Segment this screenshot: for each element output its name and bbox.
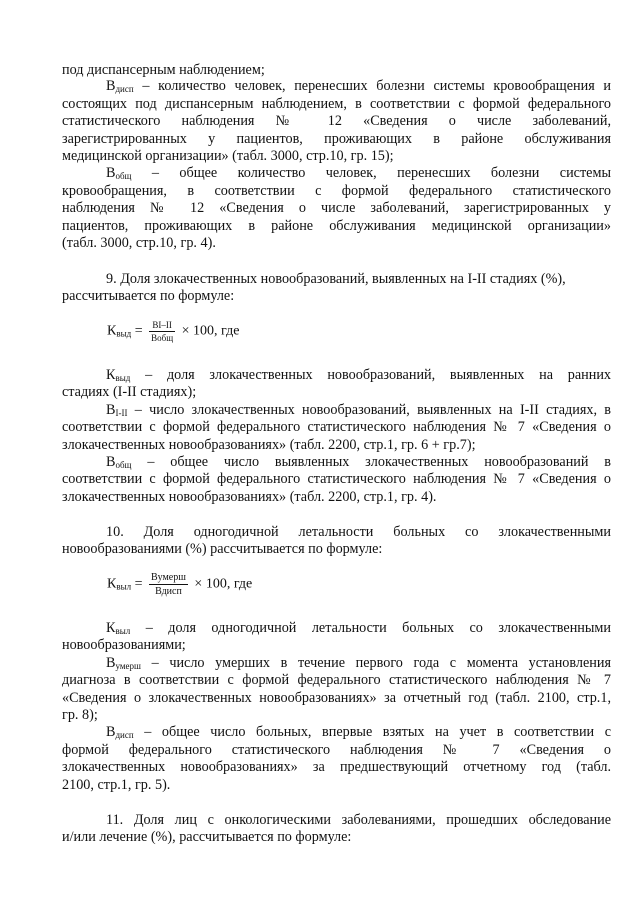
definition-line: $В_{общ}$ – общее число выявленных злокачественных новообразований в	[106, 454, 611, 470]
text-line: гр. 8);	[62, 707, 98, 723]
definition-line: $В_{умерш}$ – число умерших в течение первого года с момента установления	[106, 655, 612, 671]
definition-line: $В_{дисп}$ – общее число больных, впервые взятых на учет в соответствии с	[106, 724, 611, 740]
text-line: (табл. 3000, стр.10, гр. 4).	[62, 235, 216, 251]
section-heading: 10. Доля одногодичной летальности больных со злокачественными	[106, 524, 611, 540]
definition-line: $В_{I-II}$ – число злокачественных новообразований, выявленных на I-II стадиях, в	[106, 402, 611, 418]
definition-line: $К_{выл}$ – доля одногодичной летальности больных со злокачественными	[106, 620, 611, 636]
text-line: рассчитывается по формуле:	[62, 288, 235, 304]
formula-early-detection: $К_{выд}$ = $\frac{BI-II}{\text{Вобщ}}$ × 100, где	[107, 320, 240, 343]
text-line: пациентов, проживающих в районе обслуживания медицинской организации»	[62, 218, 611, 234]
text-line: статистического наблюдения № 12 «Сведения о числе заболеваний,	[62, 113, 611, 129]
text-line: соответствии с формой федерального статистического наблюдения № 7 «Сведения о	[62, 471, 611, 487]
text-line: «Сведения о злокачественных новообразованиях» за отчетный год (табл. 2100, стр.1,	[62, 690, 611, 706]
text-line: зарегистрированных у пациентов, проживающих в районе обслуживания	[62, 131, 611, 147]
text-line: злокачественных новообразованиях» (табл. 2200, стр.1, гр. 4).	[62, 489, 437, 505]
text-line: соответствии с формой федерального статистического наблюдения № 7 «Сведения о	[62, 419, 611, 435]
text-line: злокачественных новообразованиях» (табл. 2200, стр.1, гр. 6 + гр.7);	[62, 437, 476, 453]
definition-line: $В_{дисп}$ – количество человек, перенесших болезни системы кровообращения и	[106, 78, 611, 94]
text-line: наблюдения № 12 «Сведения о числе заболеваний, зарегистрированных у	[62, 200, 611, 216]
text-line: новообразованиями;	[62, 637, 186, 653]
fraction: $\frac{BI-II}{\text{Вобщ}}$	[151, 320, 174, 343]
text-line: стадиях (I-II стадиях);	[62, 384, 197, 400]
text-line: и/или лечение (%), рассчитывается по формуле:	[62, 829, 352, 845]
formula-mortality: $К_{выл}$ = $\frac{\text{Вумерш}}{\text{Вдисп}}$ × 100, где	[107, 572, 253, 597]
text-line: состоящих под диспансерным наблюдением, в соответствии с формой федерального	[62, 96, 611, 112]
text-line: 2100, стр.1, гр. 5).	[62, 777, 171, 793]
text-line: формой федерального статистического наблюдения № 7 «Сведения о	[62, 742, 611, 758]
text-line: диагноза в соответствии с формой федерального статистического наблюдения № 7	[62, 672, 611, 688]
text-line: медицинской организации» (табл. 3000, стр.10, гр. 15);	[62, 148, 394, 164]
definition-line: $В_{общ}$ – общее количество человек, перенесших болезни системы	[106, 165, 611, 181]
text-line: под диспансерным наблюдением;	[62, 62, 265, 78]
text-line: кровообращения, в соответствии с формой федерального статистического	[62, 183, 611, 199]
fraction: $\frac{\text{Вумерш}}{\text{Вдисп}}$	[151, 572, 186, 597]
text-line: новообразованиями (%) рассчитывается по формуле:	[62, 541, 383, 557]
section-heading: 11. Доля лиц с онкологическими заболеваниями, прошедших обследование	[106, 812, 611, 828]
definition-line: $К_{выд}$ – доля злокачественных новообразований, выявленных на ранних	[106, 367, 611, 383]
text-line: злокачественных новообразованиях» за предшествующий отчетному год (табл.	[62, 759, 611, 775]
section-heading: 9. Доля злокачественных новообразований, выявленных на I-II стадиях (%),	[106, 271, 566, 287]
